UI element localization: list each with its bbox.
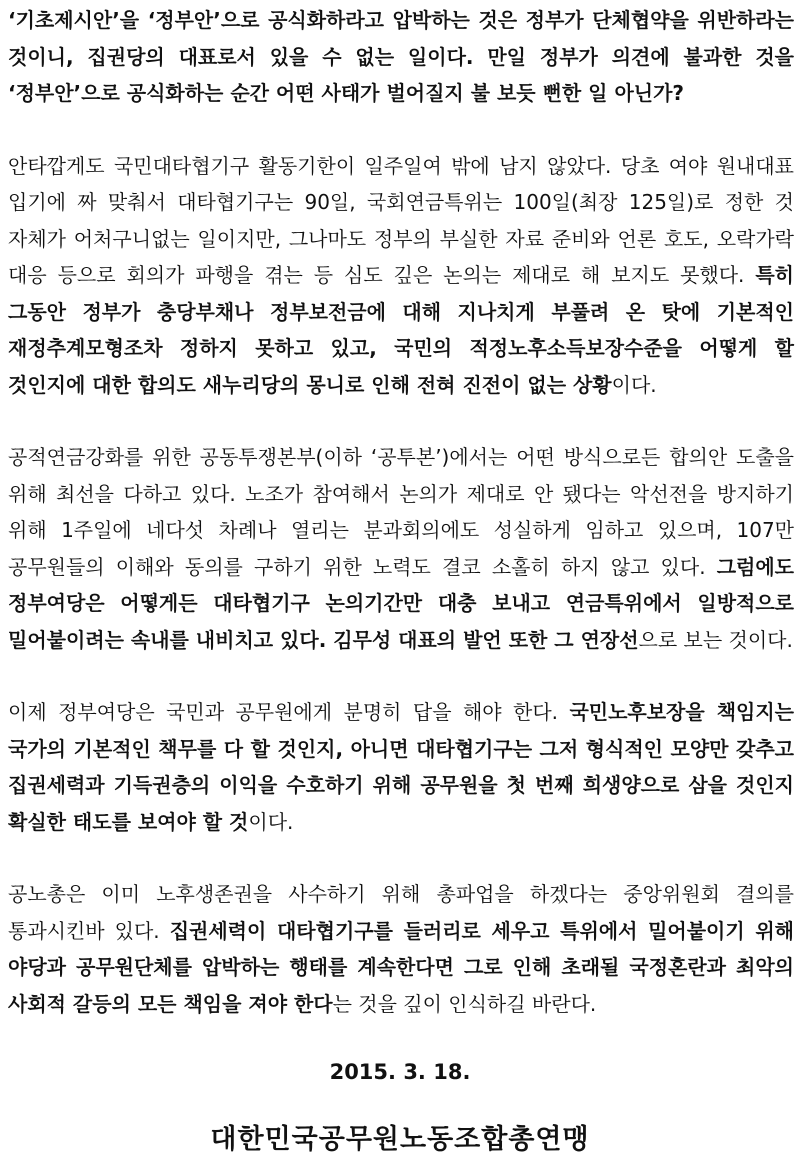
paragraph-3 <box>8 439 794 658</box>
paragraph-5-segment-2: 집권세력이 대타협기구를 들러리로 세우고 특위에서 밀어붙이기 위해 야당과 공무원단체를 압박하는 행태를 계속한다면 그로 인해 초래될 국정혼란과 최악의 사회적 갈등의 모든 책임을 져야 한다 <box>8 918 794 1016</box>
paragraph-2-segment-3: 이다. <box>611 372 657 397</box>
organization-name: 대한민국공무원노동조합총연맹 <box>210 1124 590 1155</box>
statement-body <box>8 0 794 1022</box>
paragraph-4 <box>8 694 794 840</box>
paragraph-2 <box>8 148 794 404</box>
paragraph-3-segment-3: 으로 보는 것이다. <box>638 627 793 652</box>
paragraph-spacer <box>8 840 794 876</box>
paragraph-4-segment-3: 이다. <box>248 809 294 834</box>
statement-date: 2015. 3. 18. <box>329 1060 471 1084</box>
paragraph-2-segment-1: 안타깝게도 국민대타협기구 활동기한이 일주일여 밖에 남지 않았다. 당초 여야 원내대표 입기에 짜 맞춰서 대타협기구는 90일, 국회연금특위는 100일(최장 125일)로 정한 것 자체가 어처구니없는 일이지만, 그나마도 정부의 부실한 자료 준비와 언론 호도, 오락가락 대응 등으로 회의가 파행을 겪는 등 심도 깊은 논의는 제대로 해 보지도 못했다. <box>8 153 794 287</box>
paragraph-4-segment-2: 국민노후보장을 책임지는 국가의 기본적인 책무를 다 할 것인지, 아니면 대타협기구는 그저 형식적인 모양만 갖추고 집권세력과 기득권층의 이익을 수호하기 위해 공무원을 첫 번째 희생양으로 삼을 것인지 확실한 태도를 보여야 할 것 <box>8 700 795 834</box>
paragraph-5-segment-1: 공노총은 이미 노후생존권을 사수하기 위해 총파업을 하겠다는 중앙위원회 결의를 통과시킨바 있다. <box>8 882 794 943</box>
paragraph-5 <box>8 876 794 1022</box>
paragraph-1-segment-1: ‘기초제시안’을 ‘정부안’으로 공식화하라고 압박하는 것은 정부가 단체협약을 위반하라는 것이니, 집권당의 대표로서 있을 수 없는 일이다. 만일 정부가 의견에 불과한 것을 ‘정부안’으로 공식화하는 순간 어떤 사태가 벌어질지 불 보듯 뻔한 일 아닌가? <box>8 8 794 105</box>
paragraph-1 <box>8 2 794 112</box>
paragraph-4-segment-1: 이제 정부여당은 국민과 공무원에게 분명히 답을 해야 한다. <box>8 700 570 724</box>
paragraph-spacer <box>8 112 794 148</box>
paragraph-3-segment-1: 공적연금강화를 위한 공동투쟁본부(이하 ‘공투본’)에서는 어떤 방식으로든 합의안 도출을 위해 최선을 다하고 있다. 노조가 참여해서 논의가 제대로 안 됐다는 악선전을 방지하기 위해 1주일에 네다섯 차례나 열리는 분과회의에도 성실하게 임하고 있으며, 107만 공무원들의 이해와 동의를 구하기 위한 노력도 결코 소홀히 하지 않고 있다. <box>8 445 794 579</box>
paragraph-spacer <box>8 403 794 439</box>
paragraph-3-segment-2: 그럼에도 정부여당은 어떻게든 대타협기구 논의기간만 대충 보내고 연금특위에서 일방적으로 밀어붙이려는 속내를 내비치고 있다. 김무성 대표의 발언 또한 그 연장선 <box>8 554 794 652</box>
paragraph-5-segment-3: 는 것을 깊이 인식하길 바란다. <box>332 991 597 1016</box>
paragraph-2-segment-2: 특히 그동안 정부가 충당부채나 정부보전금에 대해 지나치게 부풀려 온 탓에 기본적인 재정추계모형조차 정하지 못하고 있고, 국민의 적정노후소득보장수준을 어떻게 할 것인지에 대한 합의도 새누리당의 몽니로 인해 전혀 진전이 없는 상황 <box>8 263 794 397</box>
paragraph-spacer <box>8 658 794 694</box>
